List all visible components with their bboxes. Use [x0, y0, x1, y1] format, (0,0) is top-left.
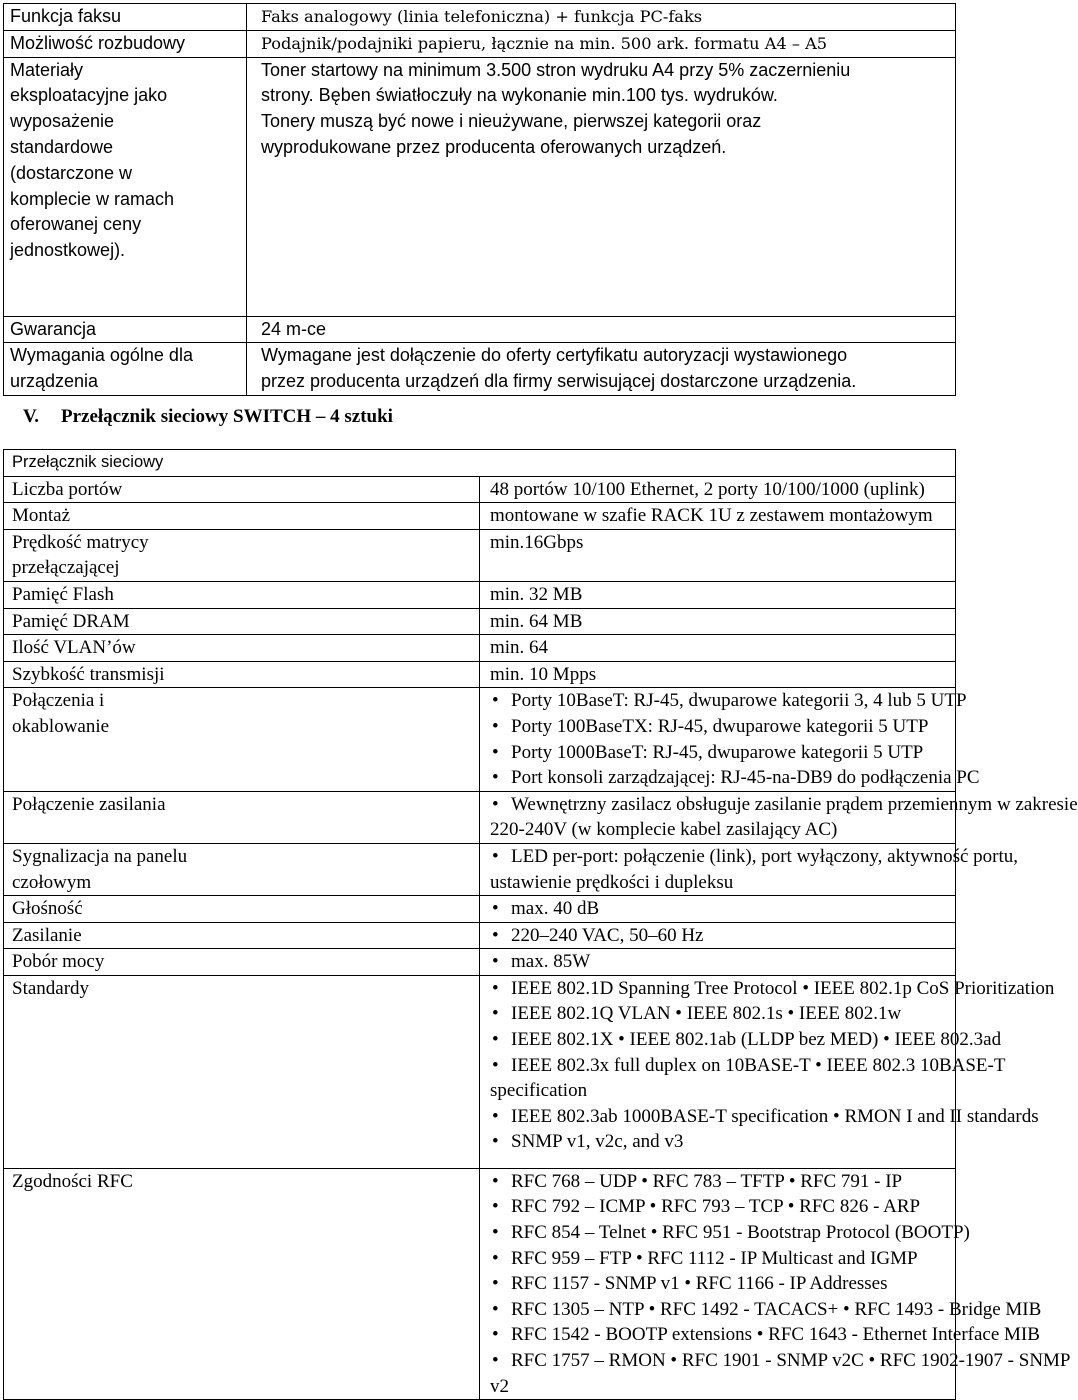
bullet-text: IEEE 802.1Q VLAN • IEEE 802.1s • IEEE 802.1w [511, 1003, 902, 1025]
bullet-icon: • [492, 1029, 499, 1051]
bullet-item [490, 1246, 955, 1272]
value-line: Toner startowy na minimum 3.500 stron wydruku A4 przy 5% zaczernieniu [261, 59, 851, 80]
row-label [4, 608, 480, 635]
bullet-item [490, 792, 1078, 818]
label-line: Połączenie zasilania [12, 793, 166, 815]
bullet-text: Wewnętrzny zasilacz obsługuje zasilanie prądem przemiennym w zakresie [511, 793, 1078, 815]
row-value [480, 922, 956, 949]
bullet-text: LED per-port: połączenie (link), port wyłączony, aktywność portu, [511, 845, 1018, 867]
value-line: 48 portów 10/100 Ethernet, 2 porty 10/100/1000 (uplink) [490, 478, 925, 500]
bullet-icon: • [492, 898, 499, 920]
table-row [4, 529, 956, 581]
row-label [4, 57, 247, 316]
bullet-item [490, 765, 980, 791]
bullet-item [490, 740, 955, 766]
bullet-item [490, 923, 955, 949]
bullet-text: RFC 1305 – NTP • RFC 1492 - TACACS+ • RFC 1493 - Bridge MIB [511, 1298, 1042, 1320]
bullet-continuation: 220-240V (w komplecie kabel zasilający AC) [490, 819, 838, 841]
label-line: Sygnalizacja na panelu [12, 845, 188, 867]
table-row [4, 476, 956, 503]
row-label [4, 791, 480, 843]
row-label [4, 975, 480, 1168]
bullet-item [490, 1027, 1002, 1053]
switch-specification-table [3, 449, 1078, 1400]
label-line: Zgodności RFC [12, 1170, 133, 1192]
table-row [4, 503, 956, 530]
row-value [480, 661, 956, 688]
bullet-text: IEEE 802.1X • IEEE 802.1ab (LLDP bez MED) • IEEE 802.3ad [511, 1029, 1002, 1051]
table-row [4, 30, 956, 57]
row-value [480, 608, 956, 635]
bullet-text: RFC 792 – ICMP • RFC 793 – TCP • RFC 826 - ARP [511, 1196, 921, 1218]
bullet-text: max. 40 dB [511, 898, 600, 920]
value-line: min. 10 Mpps [490, 663, 597, 685]
row-label [4, 661, 480, 688]
bullet-icon: • [492, 845, 499, 867]
bullet-text: SNMP v1, v2c, and v3 [511, 1131, 684, 1153]
row-value [480, 791, 1078, 843]
bullet-text: RFC 1542 - BOOTP extensions • RFC 1643 - Ethernet Interface MIB [511, 1324, 1040, 1346]
bullet-item [490, 1053, 1006, 1079]
bullet-item [490, 1001, 955, 1027]
bullet-icon: • [492, 1170, 499, 1192]
label-line: Głośność [12, 898, 83, 920]
table-row [4, 316, 956, 343]
label-line: Szybkość transmisji [12, 663, 165, 685]
label-line: Wymagania ogólne dla [10, 345, 193, 366]
label-line: standardowe [10, 136, 114, 157]
row-label [4, 688, 480, 791]
bullet-continuation: ustawienie prędkości i dupleksu [490, 871, 734, 893]
section-number: V. [23, 406, 40, 427]
switch-specification-body [4, 450, 1078, 1400]
bullet-item [490, 1194, 955, 1220]
bullet-icon: • [492, 1247, 499, 1269]
bullet-item [490, 1104, 1039, 1130]
value-line: Faks analogowy (linia telefoniczna) + funkcja PC-faks [261, 7, 703, 26]
bullet-item [490, 1322, 1040, 1348]
bullet-item [490, 949, 955, 975]
bullet-text: RFC 1157 - SNMP v1 • RFC 1166 - IP Addresses [511, 1273, 888, 1295]
table-row [4, 57, 956, 316]
value-line: przez producenta urządzeń dla firmy serwisującej dostarczone urządzenia. [261, 371, 857, 392]
bullet-item [490, 1297, 1042, 1323]
row-label [4, 635, 480, 662]
bullet-icon: • [492, 1003, 499, 1025]
bullet-icon: • [492, 767, 499, 789]
label-line: Połączenia i [12, 690, 105, 712]
row-value [480, 1168, 1071, 1399]
table-row [4, 635, 956, 662]
label-line: Materiały [10, 59, 84, 80]
row-value [480, 581, 956, 608]
bullet-continuation: specification [490, 1080, 588, 1102]
value-line: wyprodukowane przez producenta oferowanych urządzeń. [261, 136, 727, 157]
section-heading [23, 406, 393, 428]
bullet-icon: • [492, 977, 499, 999]
row-label [4, 896, 480, 923]
row-label [4, 503, 480, 530]
row-label [4, 343, 247, 396]
row-value [247, 316, 956, 343]
row-label [4, 843, 480, 895]
bullet-icon: • [492, 1196, 499, 1218]
table-caption: Przełącznik sieciowy [4, 450, 956, 477]
label-line: oferowanej ceny [10, 214, 142, 235]
table-row [4, 661, 956, 688]
bullet-item [490, 1348, 1071, 1374]
bullet-icon: • [492, 1222, 499, 1244]
table-row [4, 791, 956, 843]
value-line: strony. Bęben światłoczuły na wykonanie min.100 tys. wydruków. [261, 85, 778, 106]
bullet-icon: • [492, 793, 499, 815]
row-value [480, 896, 956, 923]
row-label [4, 581, 480, 608]
row-label [4, 529, 480, 581]
bullet-text: Port konsoli zarządzającej: RJ-45-na-DB9 do podłączenia PC [511, 767, 980, 789]
label-line: Zasilanie [12, 924, 82, 946]
table-row [4, 343, 956, 396]
label-line: Standardy [12, 977, 90, 999]
label-line: Ilość VLAN’ów [12, 637, 136, 659]
bullet-icon: • [492, 1054, 499, 1076]
bullet-text: RFC 768 – UDP • RFC 783 – TFTP • RFC 791 - IP [511, 1170, 903, 1192]
table-row [4, 4, 956, 31]
table-row [4, 975, 956, 1168]
row-label [4, 922, 480, 949]
label-line: Liczba portów [12, 478, 123, 500]
value-line: min. 64 [490, 637, 549, 659]
value-line: 24 m-ce [261, 318, 327, 339]
row-value [480, 949, 956, 976]
table-row [4, 949, 956, 976]
value-line: min.16Gbps [490, 531, 584, 553]
bullet-text: IEEE 802.3x full duplex on 10BASE-T • IEEE 802.3 10BASE-T [511, 1054, 1006, 1076]
bullet-item [490, 1169, 955, 1195]
label-line: jednostkowej). [10, 240, 126, 261]
row-value [480, 529, 956, 581]
label-line: wyposażenie [10, 111, 115, 132]
label-line: komplecie w ramach [10, 188, 175, 209]
bullet-text: max. 85W [511, 951, 591, 973]
bullet-text: RFC 854 – Telnet • RFC 951 - Bootstrap Protocol (BOOTP) [511, 1222, 970, 1244]
table-caption-row [4, 450, 956, 477]
bullet-icon: • [492, 1350, 499, 1372]
label-line: przełączającej [12, 557, 120, 579]
label-line: Funkcja faksu [10, 6, 122, 26]
fax-specification-table [3, 3, 956, 396]
bullet-item [490, 1220, 970, 1246]
section-title: Przełącznik sieciowy SWITCH – 4 sztuki [61, 406, 393, 427]
bullet-item [490, 688, 967, 714]
bullet-icon: • [492, 1131, 499, 1153]
label-line: (dostarczone w [10, 162, 133, 183]
row-value [247, 30, 956, 57]
value-line: Tonery muszą być nowe i nieużywane, pierwszej kategorii oraz [261, 111, 762, 132]
table-row [4, 922, 956, 949]
bullet-item [490, 896, 955, 922]
label-line: czołowym [12, 871, 92, 893]
label-line: eksploatacyjne jako [10, 85, 168, 106]
value-line: montowane w szafie RACK 1U z zestawem montażowym [490, 505, 933, 527]
label-line: Pobór mocy [12, 951, 105, 973]
row-value [480, 843, 1018, 895]
table-row [4, 1168, 956, 1399]
label-line: Pamięć Flash [12, 583, 114, 605]
row-label [4, 949, 480, 976]
fax-specification-body [4, 4, 956, 396]
label-line: okablowanie [12, 715, 110, 737]
value-line: Podajnik/podajniki papieru, łącznie na min. 500 ark. formatu A4 – A5 [261, 33, 828, 53]
bullet-item [490, 976, 1055, 1002]
bullet-icon: • [492, 1273, 499, 1295]
bullet-text: IEEE 802.1D Spanning Tree Protocol • IEEE 802.1p CoS Prioritization [511, 977, 1055, 999]
bullet-icon: • [492, 924, 499, 946]
bullet-icon: • [492, 951, 499, 973]
row-label [4, 4, 247, 31]
bullet-text: IEEE 802.3ab 1000BASE-T specification • RMON I and II standards [511, 1105, 1039, 1127]
label-line: Pamięć DRAM [12, 610, 130, 632]
row-value [247, 4, 956, 31]
bullet-item [490, 844, 1018, 870]
table-row [4, 688, 956, 791]
table-row [4, 581, 956, 608]
bullet-item [490, 1129, 955, 1155]
row-label [4, 30, 247, 57]
bullet-item [490, 714, 955, 740]
bullet-text: RFC 959 – FTP • RFC 1112 - IP Multicast and IGMP [511, 1247, 918, 1269]
row-value [480, 503, 956, 530]
bullet-text: Porty 10BaseT: RJ-45, dwuparowe kategorii 3, 4 lub 5 UTP [511, 690, 967, 712]
value-line: min. 32 MB [490, 583, 583, 605]
bullet-icon: • [492, 1105, 499, 1127]
row-value [480, 476, 956, 503]
row-value [247, 343, 956, 396]
label-line: Montaż [12, 505, 71, 527]
bullet-item [490, 1271, 955, 1297]
bullet-icon: • [492, 715, 499, 737]
row-value [480, 635, 956, 662]
row-label [4, 316, 247, 343]
bullet-icon: • [492, 1298, 499, 1320]
row-value [480, 975, 1055, 1168]
label-line: Prędkość matrycy [12, 531, 149, 553]
row-label [4, 1168, 480, 1399]
row-value [247, 57, 956, 316]
bullet-icon: • [492, 690, 499, 712]
bullet-icon: • [492, 741, 499, 763]
bullet-icon: • [492, 1324, 499, 1346]
label-line: Możliwość rozbudowy [10, 32, 186, 53]
table-row [4, 843, 956, 895]
label-line: urządzenia [10, 371, 99, 392]
row-label [4, 476, 480, 503]
label-line: Gwarancja [10, 318, 97, 339]
bullet-text: 220–240 VAC, 50–60 Hz [511, 924, 704, 946]
table-row [4, 896, 956, 923]
table-row [4, 608, 956, 635]
bullet-text: Porty 100BaseTX: RJ-45, dwuparowe kategorii 5 UTP [511, 715, 929, 737]
row-value [480, 688, 980, 791]
bullet-continuation: v2 [490, 1375, 509, 1397]
value-line: Wymagane jest dołączenie do oferty certyfikatu autoryzacji wystawionego [261, 345, 848, 366]
value-line: min. 64 MB [490, 610, 583, 632]
bullet-text: RFC 1757 – RMON • RFC 1901 - SNMP v2C • RFC 1902-1907 - SNMP [511, 1350, 1071, 1372]
bullet-text: Porty 1000BaseT: RJ-45, dwuparowe kategorii 5 UTP [511, 741, 924, 763]
